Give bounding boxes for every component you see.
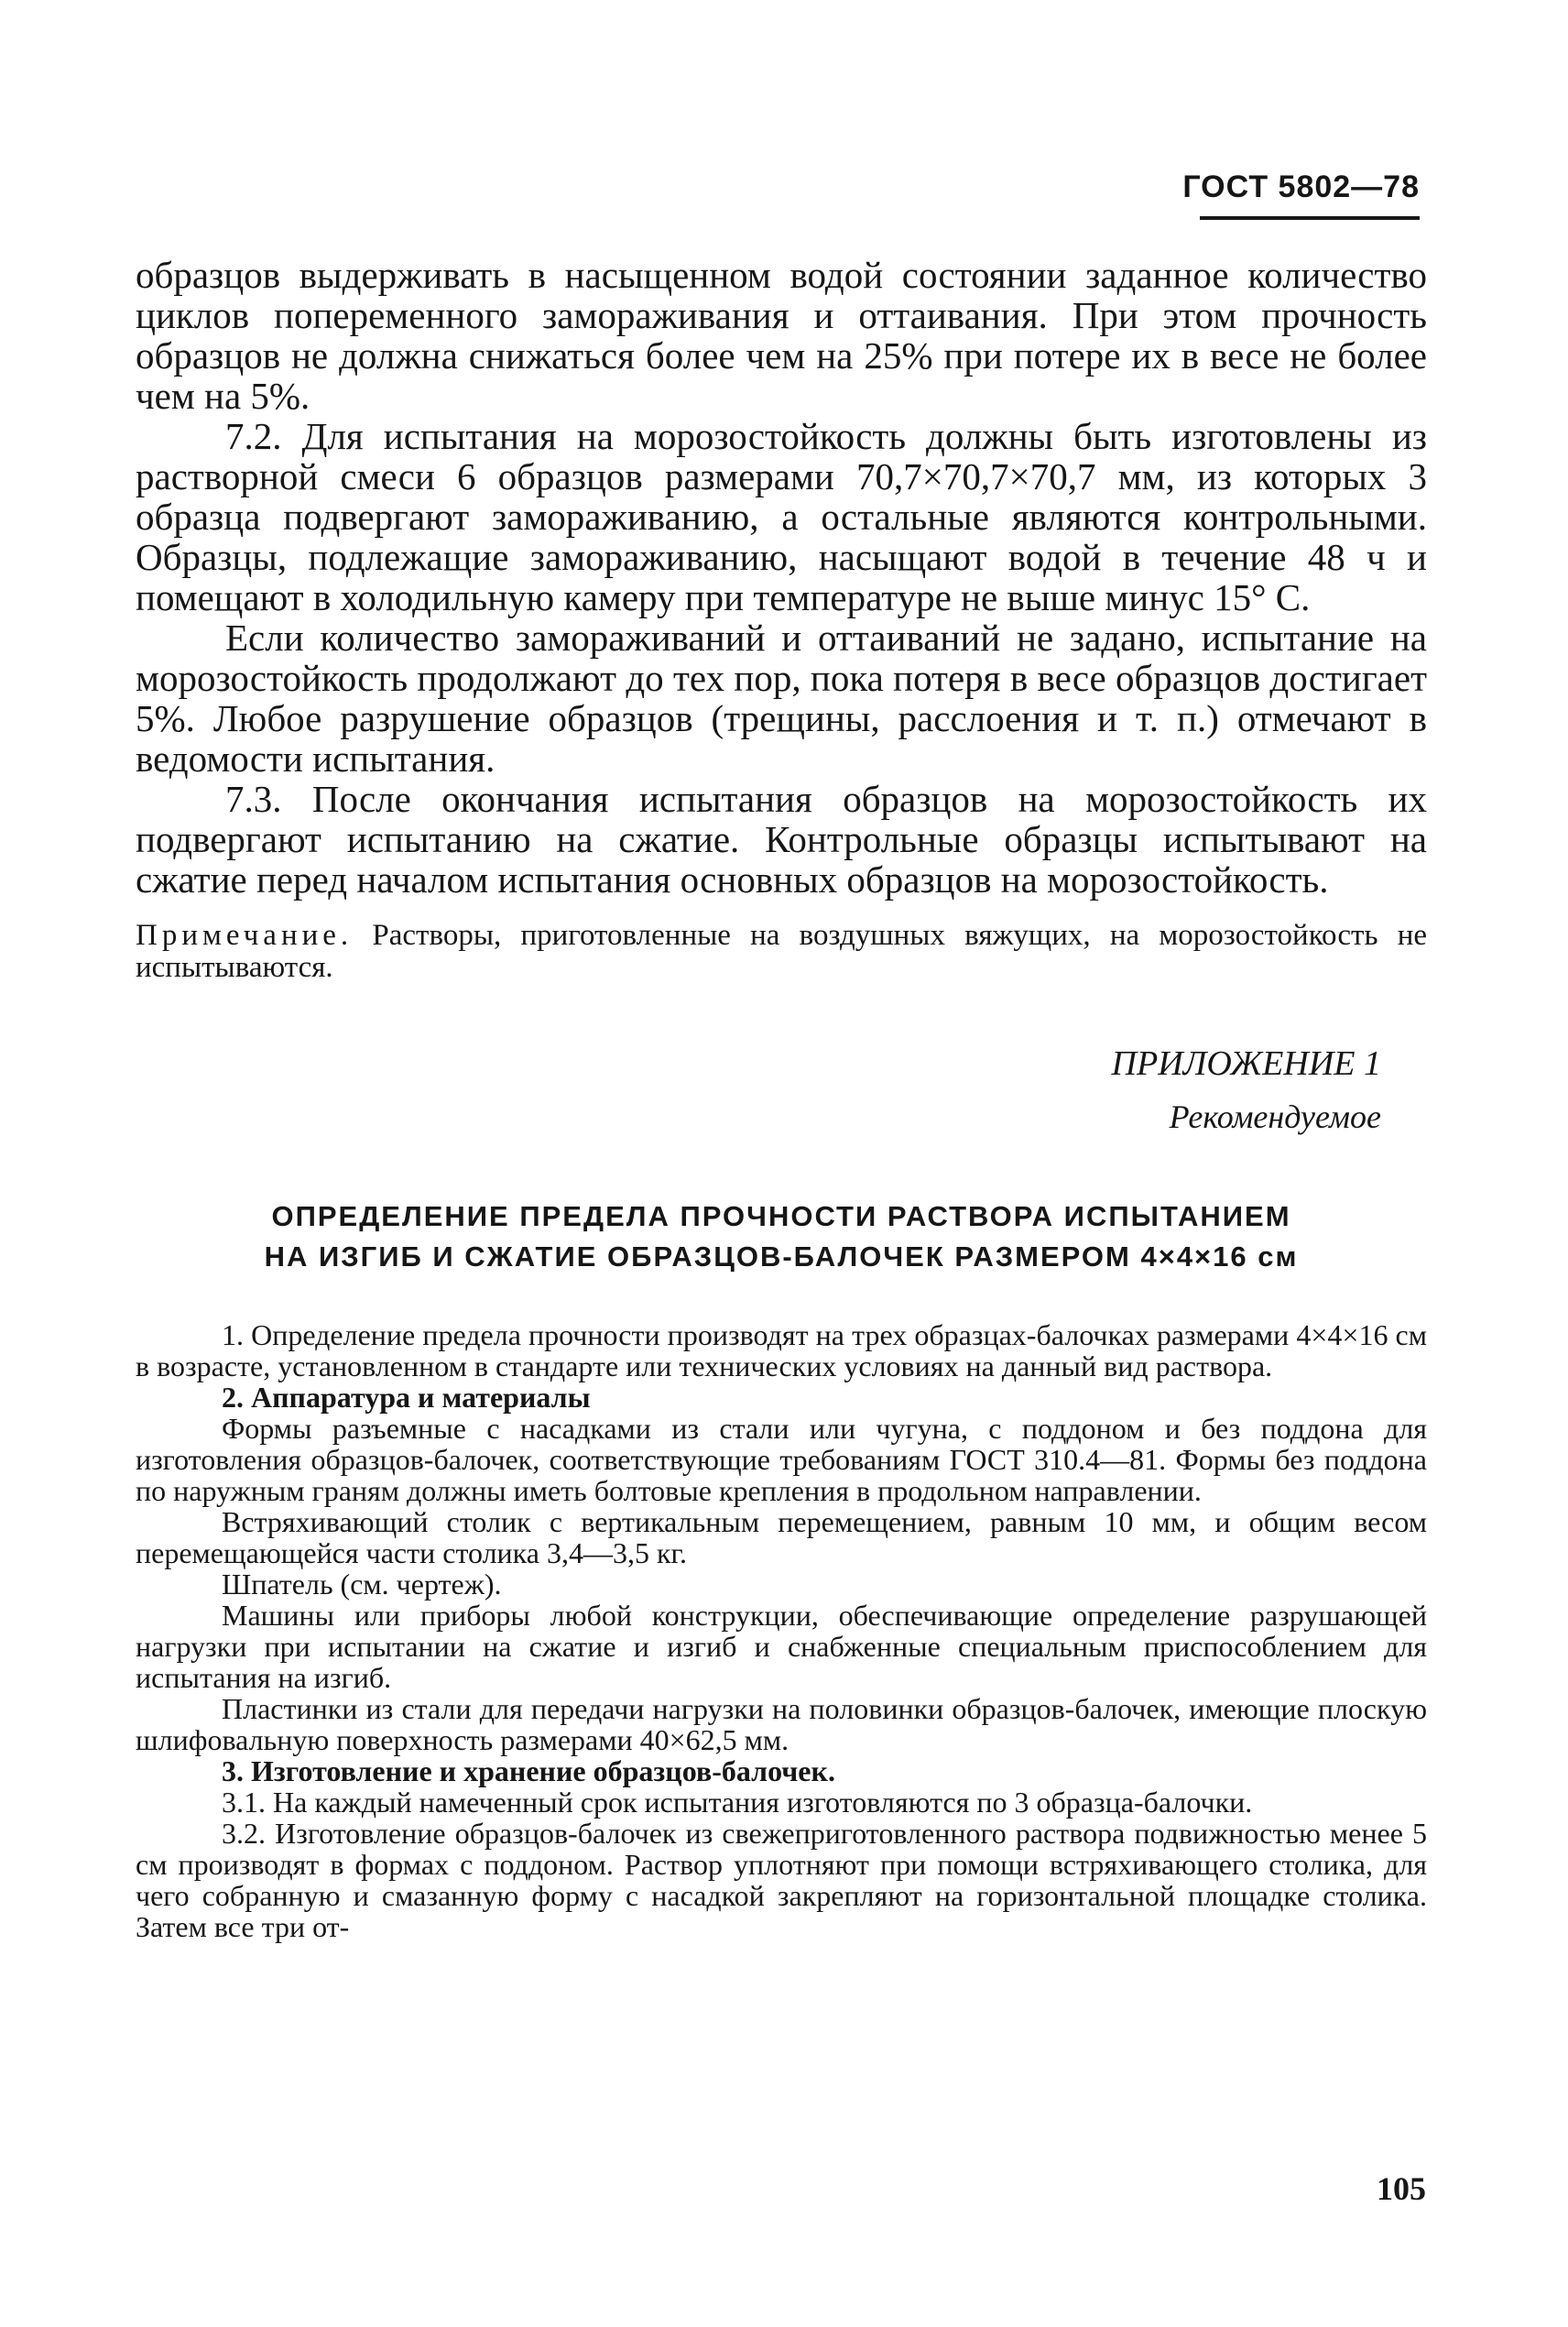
- paragraph: Пластинки из стали для передачи нагрузки на половинки образцов-балочек, имеющие плоскую шлифовальную поверхность размерами 40×62,5 мм.: [136, 1692, 1427, 1756]
- paragraph: Если количество замораживаний и оттаиваний не задано, испытание на морозостойкость продолжают до тех пор, пока потеря в весе образцов достигает 5%. Любое разрушение образцов (трещины, расслоения и т. п.) отмечают в ведомости испытания.: [136, 617, 1427, 780]
- subheading: 2. Аппаратура и материалы: [222, 1381, 591, 1414]
- paragraph: 3.1. На каждый намеченный срок испытания изготовляются по 3 образца-балочки.: [222, 1786, 1253, 1819]
- section-title: [136, 1196, 1427, 1277]
- paragraph: 7.2. Для испытания на морозостойкость должны быть изготовлены из растворной смеси 6 образцов размерами 70,7×70,7×70,7 мм, из которых 3 образца подвергают замораживанию, а остальные являются контрольными. Образцы, подлежащие замораживанию, насыщают водой в течение 48 ч и помещают в холодильную камеру при температуре не выше минус 15° С.: [136, 415, 1427, 618]
- paragraph: 1. Определение предела прочности производят на трех образцах-балочках размерами 4×4×16 см в возрасте, установленном в стандарте или технических условиях на данный вид раствора.: [136, 1318, 1427, 1382]
- standard-title: ГОСТ 5802—78: [1182, 169, 1420, 204]
- subheading: 3. Изготовление и хранение образцов-балочек.: [222, 1754, 835, 1787]
- paragraph: Машины или приборы любой конструкции, обеспечивающие определение разрушающей нагрузки при испытании на сжатие и изгиб и снабженные специальным приспособлением для испытания на изгиб.: [136, 1599, 1427, 1694]
- header-rule: [1200, 216, 1420, 220]
- paragraph: Шпатель (см. чертеж).: [222, 1568, 502, 1600]
- section-title-line: ОПРЕДЕЛЕНИЕ ПРЕДЕЛА ПРОЧНОСТИ РАСТВОРА ИСПЫТАНИЕМ: [271, 1200, 1291, 1232]
- note: [136, 920, 1427, 984]
- paragraph: 3.2. Изготовление образцов-балочек из свежеприготовленного раствора подвижностью менее 5 см производят в формах с поддоном. Раствор уплотняют при помощи встряхивающего столика, для чего собранную и смазанную форму с насадкой закрепляют на горизонтальной площадке столика. Затем все три от-: [136, 1817, 1427, 1943]
- section-title-line: НА ИЗГИБ И СЖАТИЕ ОБРАЗЦОВ-БАЛОЧЕК РАЗМЕРОМ 4×4×16 см: [264, 1240, 1299, 1273]
- page-header: [1182, 169, 1420, 220]
- appendix-subtitle: Рекомендуемое: [1169, 1098, 1381, 1135]
- page-content: [136, 255, 1427, 1942]
- page-number: 105: [1377, 2170, 1426, 2207]
- note-text: Растворы, приготовленные на воздушных вяжущих, на морозостойкость не испытываются.: [136, 919, 1428, 984]
- appendix-heading: [136, 1037, 1427, 1143]
- paragraph: 7.3. После окончания испытания образцов на морозостойкость их подвергают испытанию на сжатие. Контрольные образцы испытывают на сжатие перед началом испытания основных образцов на морозостойкость.: [136, 778, 1427, 901]
- paragraph: Формы разъемные с насадками из стали или чугуна, с поддоном и без поддона для изготовления образцов-балочек, соответствующие требованиям ГОСТ 310.4—81. Формы без поддона по наружным граням должны иметь болтовые крепления в продольном направлении.: [136, 1412, 1427, 1507]
- main-text: [136, 255, 1427, 900]
- paragraph: образцов выдерживать в насыщенном водой состоянии заданное количество циклов попеременного замораживания и оттаивания. При этом прочность образцов не должна снижаться более чем на 25% при потере их в весе не более чем на 5%.: [136, 254, 1427, 417]
- section-text: [136, 1319, 1427, 1942]
- paragraph: Встряхивающий столик с вертикальным перемещением, равным 10 мм, и общим весом перемещающейся части столика 3,4—3,5 кг.: [136, 1505, 1427, 1569]
- note-label: Примечание.: [136, 919, 354, 952]
- appendix-title: ПРИЛОЖЕНИЕ 1: [1111, 1044, 1381, 1083]
